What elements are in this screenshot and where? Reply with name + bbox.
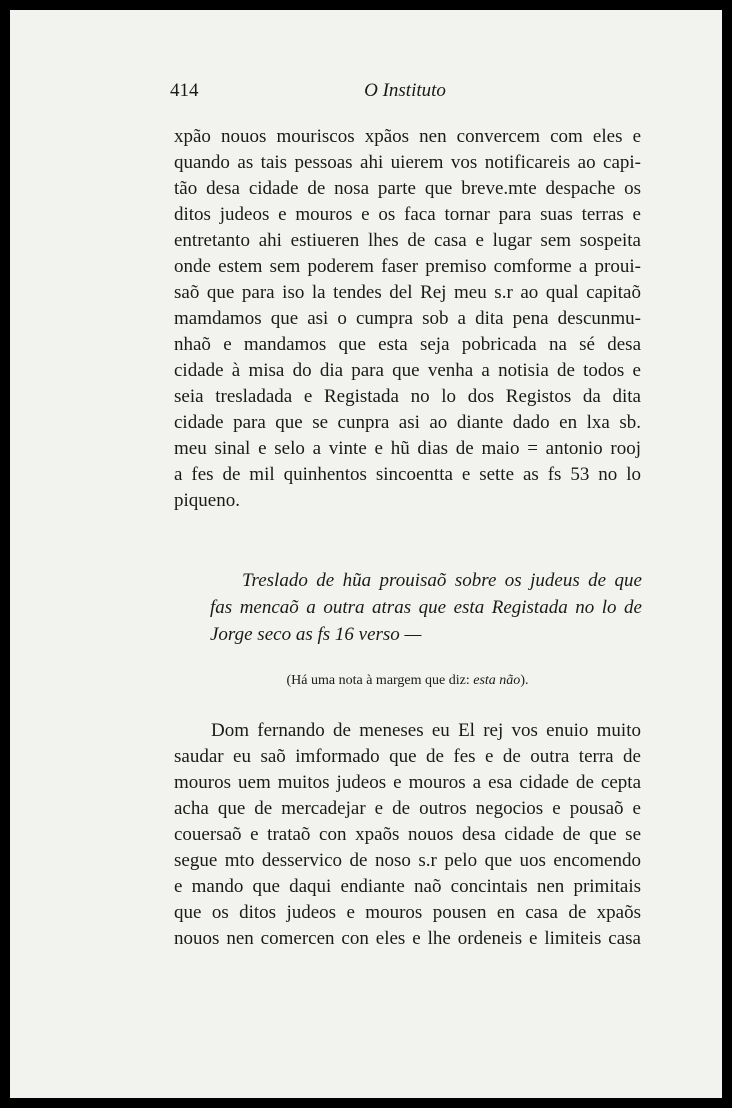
text-line: couersaõ e trataõ con xpaõs nouos desa cidade de que se <box>174 824 641 845</box>
text-line: mouros uem muitos judeos e mouros a esa cidade de cepta <box>174 772 641 793</box>
text-line: nhaõ e mandamos que esta seja pobricada na sé desa <box>174 334 641 355</box>
note-prefix: (Há uma nota à margem que diz: <box>286 673 470 688</box>
text-line: a fes de mil quinhentos sincoentta e sette as fs 53 no lo <box>174 464 641 485</box>
text-line: onde estem sem poderem faser premiso comforme a proui- <box>174 256 641 277</box>
paragraph-letter <box>174 718 641 952</box>
margin-note <box>174 673 641 689</box>
text-line: mamdamos que asi o cumpra sob a dita pena descunmu- <box>174 308 641 329</box>
text-line: nouos nen comercen con eles e lhe ordeneis e limiteis casa <box>174 928 641 949</box>
text-line: xpão nouos mouriscos xpãos nen convercem com eles e <box>174 126 641 147</box>
text-line: piqueno. <box>174 490 240 511</box>
text-line: acha que de mercadejar e de outros negocios e pousaõ e <box>174 798 641 819</box>
text-line: Dom fernando de meneses eu El rej vos enuio muito <box>211 720 641 741</box>
text-line: meu sinal e selo a vinte e hũ dias de maio = antonio rooj <box>174 438 641 459</box>
text-line: ditos judeos e mouros e os faca tornar para suas terras e <box>174 204 641 225</box>
title-line: Treslado de hũa prouisaõ sobre os judeus de que <box>242 570 642 591</box>
note-suffix: ). <box>520 673 529 688</box>
text-line: seia tresladada e Registada no lo dos Registos da dita <box>174 386 641 407</box>
page-header <box>170 80 640 110</box>
paragraph-continued <box>174 124 641 514</box>
note-italic: esta não <box>473 673 521 688</box>
text-line: saõ que para iso la tendes del Rej meu s.r ao qual capitaõ <box>174 282 641 303</box>
title-line: fas mencaõ a outra atras que esta Registada no lo de <box>210 597 642 618</box>
text-line: e mando que daqui endiante naõ concintais nen primitais <box>174 876 641 897</box>
running-title: O Instituto <box>364 80 446 101</box>
text-line: quando as tais pessoas ahi uierem vos notificareis ao capi- <box>174 152 641 173</box>
text-line: cidade à misa do dia para que venha a notisia de todos e <box>174 360 641 381</box>
book-page <box>10 10 722 1098</box>
page-number: 414 <box>170 80 199 101</box>
section-title <box>210 567 642 648</box>
text-line: segue mto desservico de noso s.r pelo que uos encomendo <box>174 850 641 871</box>
text-line: entretanto ahi estiueren lhes de casa e lugar sem sospeita <box>174 230 641 251</box>
title-line: Jorge seco as fs 16 verso — <box>210 624 422 645</box>
text-line: saudar eu saõ imformado que de fes e de outra terra de <box>174 746 641 767</box>
text-line: que os ditos judeos e mouros pousen en casa de xpaõs <box>174 902 641 923</box>
text-line: cidade para que se cunpra asi ao diante dado en lxa sb. <box>174 412 641 433</box>
text-line: tão desa cidade de nosa parte que breve.mte despache os <box>174 178 641 199</box>
